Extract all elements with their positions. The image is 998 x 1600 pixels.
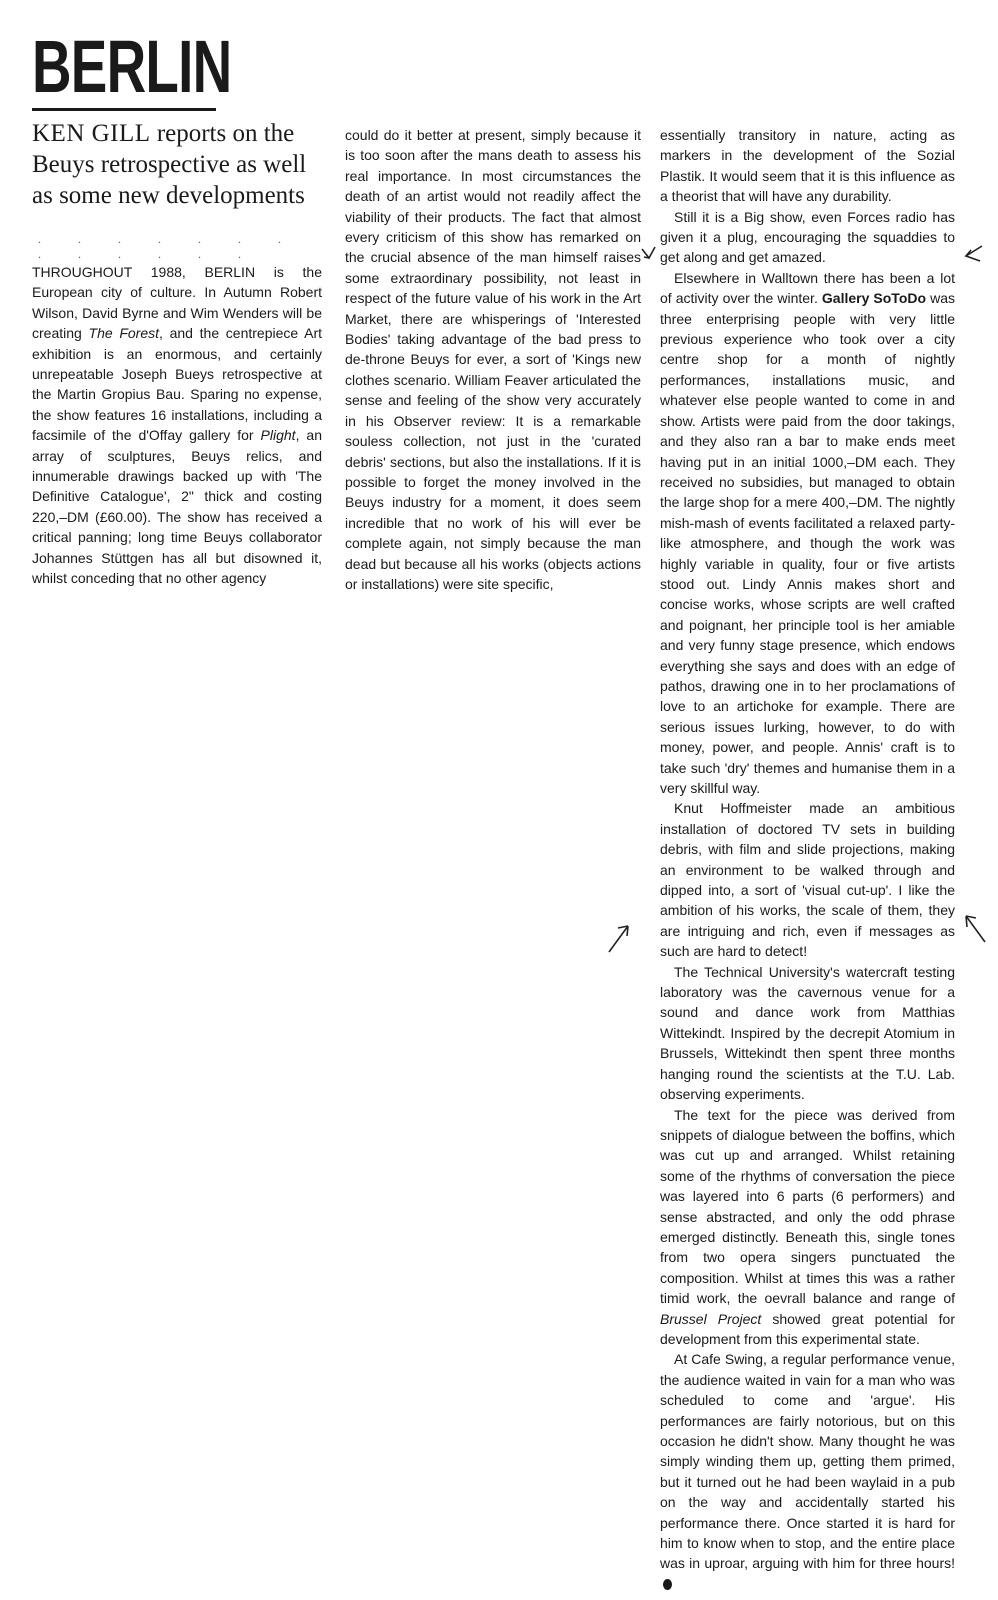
- paragraph-continued: could do it better at present, simply because it is too soon after the mans death to assess his real importance. In most circumstances the death of an artist would not readily affect the viability of their products. The fact that almost every criticism of this show has remarked on the crucial absence of the man himself raises some extraordinary possibility, not least in respect of the future value of his work in the Art Market, there are whisperings of 'Interested Bodies' taking advantage of the bad press to de-throne Beuys for ever, a sort of 'Kings new clothes scenario. William Feaver articulated the sense and feeling of the show very accurately in his Observer review: It is a remarkable souless collection, not just in the 'curated debris' sections, but also the installations. If it is possible to forget the money involved in the Beuys industry for a moment, it does seem incredible that no work of his will ever be complete again, not simply because the man dead but because all his works (objects actions or installations) were site specific,: [345, 127, 641, 592]
- text-run: showed great potential for development from this experimental state.: [660, 1310, 955, 1347]
- paragraph-cafe-swing: [660, 1349, 955, 1594]
- italic-title-the-forest: The Forest: [88, 325, 160, 342]
- dotted-divider: . . . . . . . . . . . . .: [38, 232, 298, 261]
- text-run: The text for the piece was derived from snippets of dialogue between the boffins, which was cut up and arranged. Whilst retaining some of the rhythms of conversation the piece was layered into 6 parts (6 performers) and sense abstracted, and only the odd phrase emerged distinctly. Beneath this, single tones from two opera singers punctuated the composition. Whilst at times this was a rather timid work, the oevrall balance and range of: [660, 1106, 955, 1307]
- column-1: [32, 262, 322, 589]
- author-byline: KEN GILL: [32, 120, 151, 147]
- column-3: [660, 125, 955, 1594]
- text-run: At Cafe Swing, a regular performance venue, the audience waited in vain for a man who was scheduled to come and 'argue'. His performances are fairly notorious, but on this occasion he didn't show. Many thought he was simply winding them up, getting them primed, but it turned out he had been waylaid in a pub on the way and accidentally started his performance there. Once started it is hard for him to know when to stop, and the entire place was in uproar, arguing with him for three hours!: [660, 1351, 955, 1572]
- text-run: , and the centrepiece Art exhibition is an enormous, and certainly unrepeatable Joseph Bueys retrospective at the Martin Gropius Bau. Sparing no expense, the show features 16 installations, including a facsimile of the d'Offay gallery for: [32, 325, 322, 444]
- paragraph-forces-radio: Still it is a Big show, even Forces radio has given it a plug, encouraging the squaddies to get along and get amazed.: [660, 208, 955, 266]
- title-underline: [32, 108, 216, 111]
- end-of-article-bullet: [663, 1579, 672, 1590]
- paragraph-hoffmeister: Knut Hoffmeister made an ambitious installation of doctored TV sets in building debris, with film and slide projections, making an environment to be walked through and dipped into, a sort of 'visual cut-up'. I like the ambition of his works, the scale of them, they are intriguing and rich, even if messages as such are hard to detect!: [660, 800, 955, 960]
- handwritten-arrow-mark: [962, 244, 984, 264]
- text-run: , an array of sculptures, Beuys relics, and innumerable drawings backed up with 'The Definitive Catalogue', 2" thick and costing 220,–DM (£60.00). The show has received a critical panning; long time Beuys collaborator Johannes Stüttgen has all but disowned it, whilst conceding that no other agency: [32, 427, 322, 587]
- paragraph-gallery-sotodo: [660, 268, 955, 799]
- handwritten-arrow-mark: [962, 912, 988, 944]
- column-2: [345, 125, 641, 594]
- paragraph-technical-university: The Technical University's watercraft testing laboratory was the cavernous venue for a sound and dance work from Matthias Wittekindt. Inspired by the decrepit Atomium in Brussels, Wittekindt then spent three months hanging round the scientists at the T.U. Lab. observing experiments.: [660, 963, 955, 1103]
- text-run: THROUGHOUT 1988, BERLIN is the European city of culture. In Autumn Robert Wilson, David Byrne and Wim Wenders will be creating: [32, 264, 322, 342]
- italic-title-plight: Plight: [260, 427, 296, 444]
- gallery-name: Gallery SoToDo: [821, 290, 927, 307]
- paragraph-brussel-project: [660, 1105, 955, 1350]
- paragraph-continued: essentially transitory in nature, acting as markers in the development of the Sozial Plastik. It would seem that it is this influence as a theorist that will have any durability.: [660, 127, 955, 205]
- handwritten-arrow-mark: [640, 246, 658, 262]
- standfirst: [32, 118, 332, 211]
- text-run: was three enterprising people with very little previous experience who took over a city centre shop for a month of nightly performances, installations music, and whatever else people wanted to come in and show. Artists were paid from the door takings, and they also ran a bar to make ends meet having put in an initial 1000,–DM each. They received no subsidies, but managed to obtain the large shop for a mere 400,–DM. The nightly mish-mash of events facilitated a relaxed party-like atmosphere, and though the work was highly variable in quality, four or five artists stood out. Lindy Annis makes short and concise works, whose scripts are well crafted and poignant, her principle tool is her amiable and very funny stage presence, which endows everything she says and does with an edge of pathos, drawing one in to her proclamations of love to an artichoke for example. There are serious issues lurking, however, to do with money, power, and people. Annis' craft is to take such 'dry' themes and humanise them in a very skillful way.: [660, 290, 955, 796]
- paragraph-intro: [32, 262, 322, 589]
- standfirst-text: reports on the Beuys retrospective as well as some new developments: [32, 120, 307, 209]
- handwritten-arrow-mark: [606, 922, 632, 954]
- page-title: BERLIN: [32, 25, 232, 108]
- text-run: Elsewhere in Walltown there has been a lot of activity over the winter.: [660, 269, 955, 307]
- italic-title-brussel-project: Brussel Project: [660, 1310, 762, 1327]
